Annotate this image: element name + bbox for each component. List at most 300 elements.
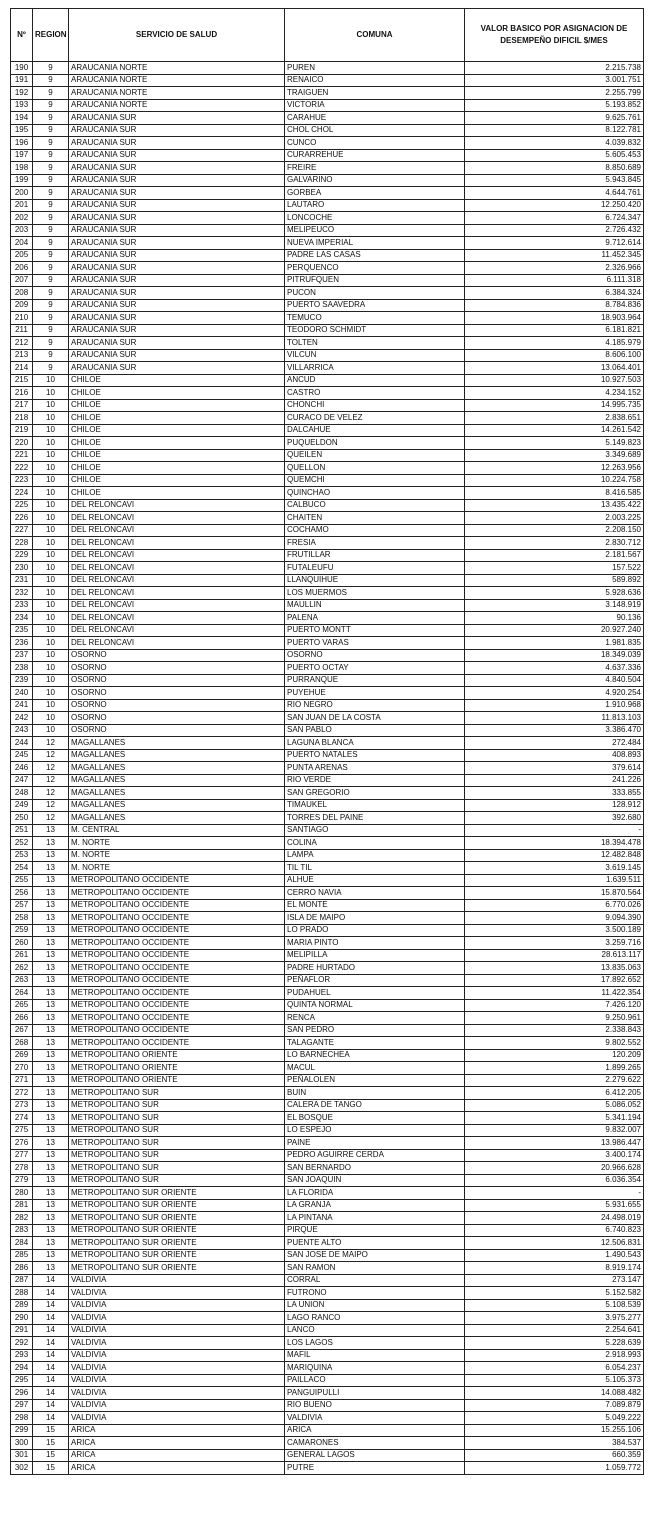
cell-comuna: PEDRO AGUIRRE CERDA xyxy=(285,1149,465,1162)
cell-region: 9 xyxy=(33,87,69,100)
cell-comuna: LOS MUERMOS xyxy=(285,587,465,600)
table-row xyxy=(11,724,644,737)
cell-comuna: GORBEA xyxy=(285,187,465,200)
table-row xyxy=(11,624,644,637)
cell-valor: 5.605.453 xyxy=(465,149,644,162)
table-header xyxy=(11,9,644,62)
table-row xyxy=(11,512,644,525)
table-row xyxy=(11,1237,644,1250)
cell-servicio: ARAUCANIA SUR xyxy=(69,349,285,362)
table-row xyxy=(11,449,644,462)
table-body xyxy=(11,62,644,1475)
cell-number: 294 xyxy=(11,1362,33,1375)
cell-servicio: METROPOLITANO SUR xyxy=(69,1137,285,1150)
cell-region: 10 xyxy=(33,574,69,587)
cell-comuna: LA UNION xyxy=(285,1299,465,1312)
cell-comuna: MELIPEUCO xyxy=(285,224,465,237)
table-row xyxy=(11,324,644,337)
table-row xyxy=(11,1212,644,1225)
cell-comuna: RENAICO xyxy=(285,74,465,87)
cell-comuna: FRUTILLAR xyxy=(285,549,465,562)
cell-number: 200 xyxy=(11,187,33,200)
cell-comuna: QUEMCHI xyxy=(285,474,465,487)
cell-comuna: OSORNO xyxy=(285,649,465,662)
cell-comuna: VILLARRICA xyxy=(285,362,465,375)
cell-number: 208 xyxy=(11,287,33,300)
cell-valor: 8.122.781 xyxy=(465,124,644,137)
cell-servicio: METROPOLITANO OCCIDENTE xyxy=(69,924,285,937)
cell-servicio: METROPOLITANO OCCIDENTE xyxy=(69,987,285,1000)
table-row xyxy=(11,699,644,712)
table-row xyxy=(11,637,644,650)
table-row xyxy=(11,1124,644,1137)
table-row xyxy=(11,524,644,537)
table-row xyxy=(11,337,644,350)
table-row xyxy=(11,162,644,175)
cell-comuna: FRESIA xyxy=(285,537,465,550)
cell-comuna: PADRE LAS CASAS xyxy=(285,249,465,262)
table-row xyxy=(11,662,644,675)
cell-servicio: ARICA xyxy=(69,1424,285,1437)
cell-servicio: ARAUCANIA SUR xyxy=(69,299,285,312)
cell-valor: 6.036.354 xyxy=(465,1174,644,1187)
cell-servicio: VALDIVIA xyxy=(69,1387,285,1400)
cell-servicio: METROPOLITANO OCCIDENTE xyxy=(69,999,285,1012)
cell-region: 15 xyxy=(33,1424,69,1437)
cell-number: 250 xyxy=(11,812,33,825)
cell-region: 14 xyxy=(33,1349,69,1362)
cell-servicio: METROPOLITANO ORIENTE xyxy=(69,1062,285,1075)
cell-servicio: METROPOLITANO SUR xyxy=(69,1087,285,1100)
cell-region: 13 xyxy=(33,1087,69,1100)
table-row xyxy=(11,387,644,400)
cell-number: 214 xyxy=(11,362,33,375)
cell-servicio: METROPOLITANO OCCIDENTE xyxy=(69,899,285,912)
table-row xyxy=(11,412,644,425)
cell-number: 213 xyxy=(11,349,33,362)
table-row xyxy=(11,787,644,800)
cell-valor: 6.054.237 xyxy=(465,1362,644,1375)
cell-number: 240 xyxy=(11,687,33,700)
cell-region: 13 xyxy=(33,949,69,962)
cell-number: 278 xyxy=(11,1162,33,1175)
cell-comuna: COCHAMO xyxy=(285,524,465,537)
table-row xyxy=(11,949,644,962)
cell-valor: 3.349.689 xyxy=(465,449,644,462)
cell-number: 301 xyxy=(11,1449,33,1462)
cell-number: 279 xyxy=(11,1174,33,1187)
cell-comuna: PUERTO MONTT xyxy=(285,624,465,637)
table-row xyxy=(11,137,644,150)
cell-comuna: RIO NEGRO xyxy=(285,699,465,712)
cell-region: 13 xyxy=(33,1174,69,1187)
cell-servicio: MAGALLANES xyxy=(69,762,285,775)
cell-comuna: VALDIVIA xyxy=(285,1412,465,1425)
cell-valor: 8.784.836 xyxy=(465,299,644,312)
cell-servicio: METROPOLITANO SUR xyxy=(69,1149,285,1162)
cell-valor: 11.813.103 xyxy=(465,712,644,725)
cell-region: 10 xyxy=(33,637,69,650)
cell-comuna: SAN JUAN DE LA COSTA xyxy=(285,712,465,725)
cell-valor: 8.606.100 xyxy=(465,349,644,362)
cell-region: 9 xyxy=(33,174,69,187)
cell-comuna: LONCOCHE xyxy=(285,212,465,225)
cell-servicio: OSORNO xyxy=(69,687,285,700)
cell-comuna: CORRAL xyxy=(285,1274,465,1287)
cell-servicio: VALDIVIA xyxy=(69,1349,285,1362)
cell-region: 9 xyxy=(33,312,69,325)
cell-number: 283 xyxy=(11,1224,33,1237)
cell-number: 260 xyxy=(11,937,33,950)
cell-comuna: PUNTA ARENAS xyxy=(285,762,465,775)
cell-comuna: NUEVA IMPERIAL xyxy=(285,237,465,250)
table-row xyxy=(11,74,644,87)
cell-valor: 5.931.655 xyxy=(465,1199,644,1212)
cell-comuna: PAILLACO xyxy=(285,1374,465,1387)
cell-number: 262 xyxy=(11,962,33,975)
cell-region: 13 xyxy=(33,849,69,862)
table-row xyxy=(11,1349,644,1362)
cell-servicio: ARAUCANIA SUR xyxy=(69,324,285,337)
cell-comuna: CAMARONES xyxy=(285,1437,465,1450)
table-row xyxy=(11,462,644,475)
cell-valor: 6.111.318 xyxy=(465,274,644,287)
cell-servicio: ARAUCANIA SUR xyxy=(69,174,285,187)
cell-valor: 120.209 xyxy=(465,1049,644,1062)
cell-valor: 1.639.511 xyxy=(465,874,644,887)
cell-comuna: CERRO NAVIA xyxy=(285,887,465,900)
cell-region: 10 xyxy=(33,399,69,412)
cell-comuna: PERQUENCO xyxy=(285,262,465,275)
cell-region: 9 xyxy=(33,62,69,75)
cell-valor: 379.614 xyxy=(465,762,644,775)
cell-valor: 7.089.879 xyxy=(465,1399,644,1412)
cell-region: 10 xyxy=(33,462,69,475)
cell-servicio: VALDIVIA xyxy=(69,1324,285,1337)
table-row xyxy=(11,62,644,75)
cell-comuna: LAGUNA BLANCA xyxy=(285,737,465,750)
cell-number: 272 xyxy=(11,1087,33,1100)
cell-number: 199 xyxy=(11,174,33,187)
table-row xyxy=(11,174,644,187)
cell-valor: 5.152.582 xyxy=(465,1287,644,1300)
cell-comuna: PUYEHUE xyxy=(285,687,465,700)
table-row xyxy=(11,1462,644,1475)
cell-comuna: QUELLON xyxy=(285,462,465,475)
cell-comuna: PUQUELDON xyxy=(285,437,465,450)
cell-region: 12 xyxy=(33,737,69,750)
table-row xyxy=(11,1062,644,1075)
table-row xyxy=(11,237,644,250)
cell-comuna: TORRES DEL PAINE xyxy=(285,812,465,825)
cell-comuna: ANCUD xyxy=(285,374,465,387)
cell-number: 220 xyxy=(11,437,33,450)
table-row xyxy=(11,1412,644,1425)
cell-number: 274 xyxy=(11,1112,33,1125)
table-row xyxy=(11,1037,644,1050)
cell-region: 14 xyxy=(33,1387,69,1400)
cell-valor: 28.613.117 xyxy=(465,949,644,962)
cell-valor: 5.943.845 xyxy=(465,174,644,187)
cell-region: 13 xyxy=(33,1137,69,1150)
cell-servicio: MAGALLANES xyxy=(69,749,285,762)
cell-region: 9 xyxy=(33,237,69,250)
cell-servicio: METROPOLITANO OCCIDENTE xyxy=(69,874,285,887)
cell-comuna: ALHUE xyxy=(285,874,465,887)
cell-number: 227 xyxy=(11,524,33,537)
cell-valor: 90.136 xyxy=(465,612,644,625)
cell-number: 249 xyxy=(11,799,33,812)
cell-region: 13 xyxy=(33,887,69,900)
cell-comuna: SAN RAMON xyxy=(285,1262,465,1275)
table-row xyxy=(11,262,644,275)
cell-number: 298 xyxy=(11,1412,33,1425)
cell-valor: 273.147 xyxy=(465,1274,644,1287)
cell-region: 13 xyxy=(33,1062,69,1075)
cell-number: 221 xyxy=(11,449,33,462)
cell-number: 244 xyxy=(11,737,33,750)
cell-servicio: CHILOE xyxy=(69,412,285,425)
cell-servicio: METROPOLITANO SUR ORIENTE xyxy=(69,1237,285,1250)
cell-valor: 2.279.622 xyxy=(465,1074,644,1087)
cell-number: 192 xyxy=(11,87,33,100)
cell-valor: 128.912 xyxy=(465,799,644,812)
cell-comuna: EL MONTE xyxy=(285,899,465,912)
cell-servicio: DEL RELONCAVI xyxy=(69,562,285,575)
cell-valor: 3.500.189 xyxy=(465,924,644,937)
table-row xyxy=(11,824,644,837)
cell-servicio: METROPOLITANO SUR ORIENTE xyxy=(69,1212,285,1225)
cell-comuna: PURRANQUE xyxy=(285,674,465,687)
cell-comuna: LO ESPEJO xyxy=(285,1124,465,1137)
cell-servicio: OSORNO xyxy=(69,712,285,725)
cell-valor: 5.341.194 xyxy=(465,1112,644,1125)
cell-comuna: MAFIL xyxy=(285,1349,465,1362)
cell-valor: 18.394.478 xyxy=(465,837,644,850)
cell-region: 13 xyxy=(33,899,69,912)
cell-comuna: CASTRO xyxy=(285,387,465,400)
cell-valor: 660.359 xyxy=(465,1449,644,1462)
table-row xyxy=(11,812,644,825)
cell-number: 288 xyxy=(11,1287,33,1300)
table-row xyxy=(11,287,644,300)
table-row xyxy=(11,1362,644,1375)
cell-valor: 6.181.821 xyxy=(465,324,644,337)
cell-region: 9 xyxy=(33,162,69,175)
cell-number: 242 xyxy=(11,712,33,725)
cell-servicio: METROPOLITANO ORIENTE xyxy=(69,1049,285,1062)
cell-number: 207 xyxy=(11,274,33,287)
cell-servicio: ARAUCANIA SUR xyxy=(69,137,285,150)
cell-number: 202 xyxy=(11,212,33,225)
table-row xyxy=(11,649,644,662)
cell-region: 13 xyxy=(33,912,69,925)
cell-valor: 13.986.447 xyxy=(465,1137,644,1150)
cell-comuna: PUERTO VARAS xyxy=(285,637,465,650)
cell-servicio: OSORNO xyxy=(69,724,285,737)
cell-servicio: OSORNO xyxy=(69,674,285,687)
cell-region: 14 xyxy=(33,1362,69,1375)
cell-region: 9 xyxy=(33,112,69,125)
cell-servicio: ARAUCANIA SUR xyxy=(69,287,285,300)
cell-servicio: CHILOE xyxy=(69,424,285,437)
cell-valor: 9.712.614 xyxy=(465,237,644,250)
cell-valor: 13.835.063 xyxy=(465,962,644,975)
cell-comuna: PEÑAFLOR xyxy=(285,974,465,987)
table-row xyxy=(11,687,644,700)
cell-valor: 384.537 xyxy=(465,1437,644,1450)
cell-region: 13 xyxy=(33,824,69,837)
cell-valor: 8.850.689 xyxy=(465,162,644,175)
table-row xyxy=(11,312,644,325)
cell-comuna: COLINA xyxy=(285,837,465,850)
cell-valor: 2.255.799 xyxy=(465,87,644,100)
cell-comuna: GENERAL LAGOS xyxy=(285,1449,465,1462)
cell-servicio: VALDIVIA xyxy=(69,1299,285,1312)
cell-number: 293 xyxy=(11,1349,33,1362)
cell-valor: 5.108.539 xyxy=(465,1299,644,1312)
cell-comuna: CALBUCO xyxy=(285,499,465,512)
header-region: REGION xyxy=(33,9,69,62)
cell-comuna: BUIN xyxy=(285,1087,465,1100)
cell-valor: 17.892.652 xyxy=(465,974,644,987)
cell-comuna: LA GRANJA xyxy=(285,1199,465,1212)
cell-servicio: VALDIVIA xyxy=(69,1287,285,1300)
cell-comuna: SAN PEDRO xyxy=(285,1024,465,1037)
cell-number: 224 xyxy=(11,487,33,500)
cell-servicio: METROPOLITANO SUR ORIENTE xyxy=(69,1262,285,1275)
cell-comuna: MARIQUINA xyxy=(285,1362,465,1375)
cell-servicio: CHILOE xyxy=(69,387,285,400)
cell-servicio: DEL RELONCAVI xyxy=(69,524,285,537)
cell-region: 9 xyxy=(33,74,69,87)
cell-comuna: CARAHUE xyxy=(285,112,465,125)
cell-number: 290 xyxy=(11,1312,33,1325)
cell-valor: 9.832.007 xyxy=(465,1124,644,1137)
table-row xyxy=(11,1274,644,1287)
cell-number: 254 xyxy=(11,862,33,875)
cell-servicio: MAGALLANES xyxy=(69,787,285,800)
cell-number: 191 xyxy=(11,74,33,87)
cell-region: 9 xyxy=(33,324,69,337)
cell-servicio: ARAUCANIA NORTE xyxy=(69,87,285,100)
cell-region: 12 xyxy=(33,749,69,762)
cell-servicio: METROPOLITANO SUR ORIENTE xyxy=(69,1249,285,1262)
cell-valor: 4.185.979 xyxy=(465,337,644,350)
table-row xyxy=(11,487,644,500)
cell-region: 13 xyxy=(33,1112,69,1125)
cell-number: 291 xyxy=(11,1324,33,1337)
cell-comuna: RIO VERDE xyxy=(285,774,465,787)
cell-valor: 2.215.738 xyxy=(465,62,644,75)
cell-number: 241 xyxy=(11,699,33,712)
cell-comuna: PALENA xyxy=(285,612,465,625)
cell-comuna: CUNCO xyxy=(285,137,465,150)
cell-region: 10 xyxy=(33,412,69,425)
cell-valor: 12.250.420 xyxy=(465,199,644,212)
cell-comuna: QUINTA NORMAL xyxy=(285,999,465,1012)
cell-region: 10 xyxy=(33,549,69,562)
cell-valor: 3.386.470 xyxy=(465,724,644,737)
document-page xyxy=(10,8,643,1475)
cell-servicio: VALDIVIA xyxy=(69,1337,285,1350)
table-row xyxy=(11,187,644,200)
cell-valor: 14.088.482 xyxy=(465,1387,644,1400)
cell-number: 264 xyxy=(11,987,33,1000)
table-row xyxy=(11,1374,644,1387)
table-row xyxy=(11,299,644,312)
cell-region: 9 xyxy=(33,199,69,212)
table-row xyxy=(11,1312,644,1325)
cell-comuna: RIO BUENO xyxy=(285,1399,465,1412)
cell-valor: 8.919.174 xyxy=(465,1262,644,1275)
cell-comuna: PUERTO SAAVEDRA xyxy=(285,299,465,312)
table-row xyxy=(11,1087,644,1100)
cell-number: 273 xyxy=(11,1099,33,1112)
cell-number: 212 xyxy=(11,337,33,350)
cell-comuna: PADRE HURTADO xyxy=(285,962,465,975)
cell-servicio: METROPOLITANO OCCIDENTE xyxy=(69,962,285,975)
cell-servicio: ARAUCANIA NORTE xyxy=(69,99,285,112)
cell-servicio: METROPOLITANO SUR xyxy=(69,1174,285,1187)
cell-region: 10 xyxy=(33,649,69,662)
cell-region: 13 xyxy=(33,1012,69,1025)
cell-comuna: MELIPILLA xyxy=(285,949,465,962)
table-row xyxy=(11,1424,644,1437)
table-row xyxy=(11,749,644,762)
cell-region: 9 xyxy=(33,137,69,150)
table-row xyxy=(11,87,644,100)
cell-region: 15 xyxy=(33,1462,69,1475)
cell-valor: 5.086.052 xyxy=(465,1099,644,1112)
cell-region: 13 xyxy=(33,837,69,850)
cell-region: 10 xyxy=(33,474,69,487)
cell-valor: 4.920.254 xyxy=(465,687,644,700)
cell-valor: 14.995.735 xyxy=(465,399,644,412)
cell-region: 10 xyxy=(33,499,69,512)
table-row xyxy=(11,974,644,987)
cell-region: 10 xyxy=(33,449,69,462)
table-row xyxy=(11,149,644,162)
cell-region: 15 xyxy=(33,1437,69,1450)
cell-valor: 12.482.848 xyxy=(465,849,644,862)
cell-comuna: LAUTARO xyxy=(285,199,465,212)
cell-comuna: QUEILEN xyxy=(285,449,465,462)
cell-number: 247 xyxy=(11,774,33,787)
cell-region: 13 xyxy=(33,1124,69,1137)
cell-comuna: PIRQUE xyxy=(285,1224,465,1237)
cell-region: 9 xyxy=(33,349,69,362)
cell-servicio: METROPOLITANO OCCIDENTE xyxy=(69,974,285,987)
cell-number: 255 xyxy=(11,874,33,887)
table-row xyxy=(11,862,644,875)
table-row xyxy=(11,112,644,125)
cell-valor: 2.208.150 xyxy=(465,524,644,537)
cell-comuna: PUREN xyxy=(285,62,465,75)
cell-servicio: ARAUCANIA SUR xyxy=(69,149,285,162)
table-row xyxy=(11,1449,644,1462)
table-row xyxy=(11,537,644,550)
cell-valor: 2.838.651 xyxy=(465,412,644,425)
cell-valor: 3.975.277 xyxy=(465,1312,644,1325)
cell-number: 230 xyxy=(11,562,33,575)
cell-region: 9 xyxy=(33,124,69,137)
cell-region: 10 xyxy=(33,524,69,537)
cell-region: 10 xyxy=(33,374,69,387)
cell-region: 9 xyxy=(33,224,69,237)
cell-comuna: VILCUN xyxy=(285,349,465,362)
cell-region: 12 xyxy=(33,787,69,800)
